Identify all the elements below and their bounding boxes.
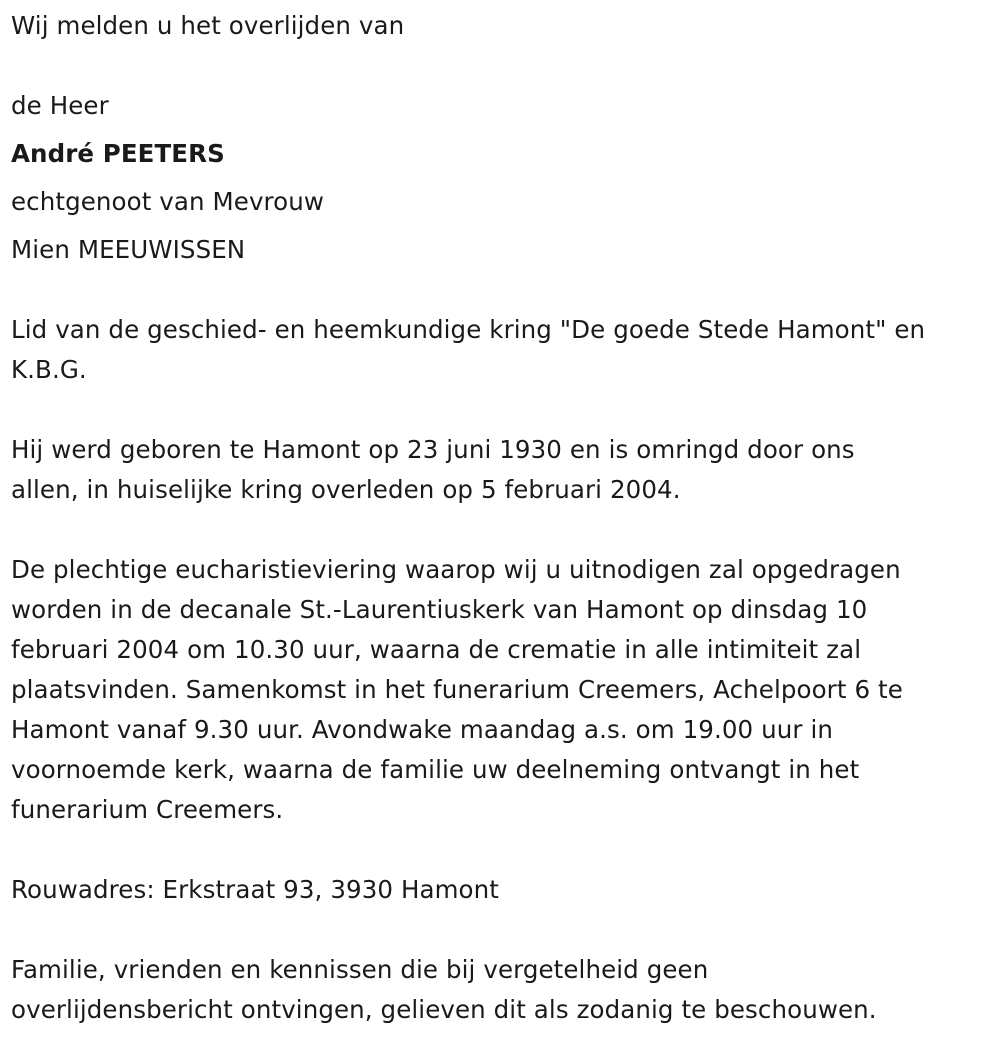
service-line: februari 2004 om 10.30 uur, waarna de crematie in alle intimiteit zal bbox=[11, 635, 862, 664]
honorific: de Heer bbox=[11, 91, 109, 120]
service-line: funerarium Creemers. bbox=[11, 795, 284, 824]
birth-death-line: allen, in huiselijke kring overleden op 5 februari 2004. bbox=[11, 475, 681, 504]
deceased-name: André PEETERS bbox=[11, 139, 225, 168]
membership-line: K.B.G. bbox=[11, 355, 87, 384]
service-line: voornoemde kerk, waarna de familie uw deelneming ontvangt in het bbox=[11, 755, 860, 784]
spouse-name: Mien MEEUWISSEN bbox=[11, 235, 246, 264]
spouse-label: echtgenoot van Mevrouw bbox=[11, 187, 325, 216]
intro-text: Wij melden u het overlijden van bbox=[11, 11, 405, 40]
service-line: Hamont vanaf 9.30 uur. Avondwake maandag a.s. om 19.00 uur in bbox=[11, 715, 833, 744]
service-paragraph bbox=[11, 550, 993, 830]
birth-death-line: Hij werd geboren te Hamont op 23 juni 1930 en is omringd door ons bbox=[11, 435, 855, 464]
service-line: De plechtige eucharistieviering waarop wij u uitnodigen zal opgedragen bbox=[11, 555, 901, 584]
membership-line: Lid van de geschied- en heemkundige kring "De goede Stede Hamont" en bbox=[11, 315, 926, 344]
family-note-line: overlijdensbericht ontvingen, gelieven dit als zodanig te beschouwen. bbox=[11, 995, 877, 1024]
family-note-paragraph bbox=[11, 950, 993, 1030]
birth-death-paragraph bbox=[11, 430, 993, 510]
membership-paragraph bbox=[11, 310, 993, 390]
service-line: worden in de decanale St.-Laurentiuskerk van Hamont op dinsdag 10 bbox=[11, 595, 868, 624]
family-note-line: Familie, vrienden en kennissen die bij vergetelheid geen bbox=[11, 955, 709, 984]
mourning-address: Rouwadres: Erkstraat 93, 3930 Hamont bbox=[11, 875, 499, 904]
service-line: plaatsvinden. Samenkomst in het funerarium Creemers, Achelpoort 6 te bbox=[11, 675, 903, 704]
